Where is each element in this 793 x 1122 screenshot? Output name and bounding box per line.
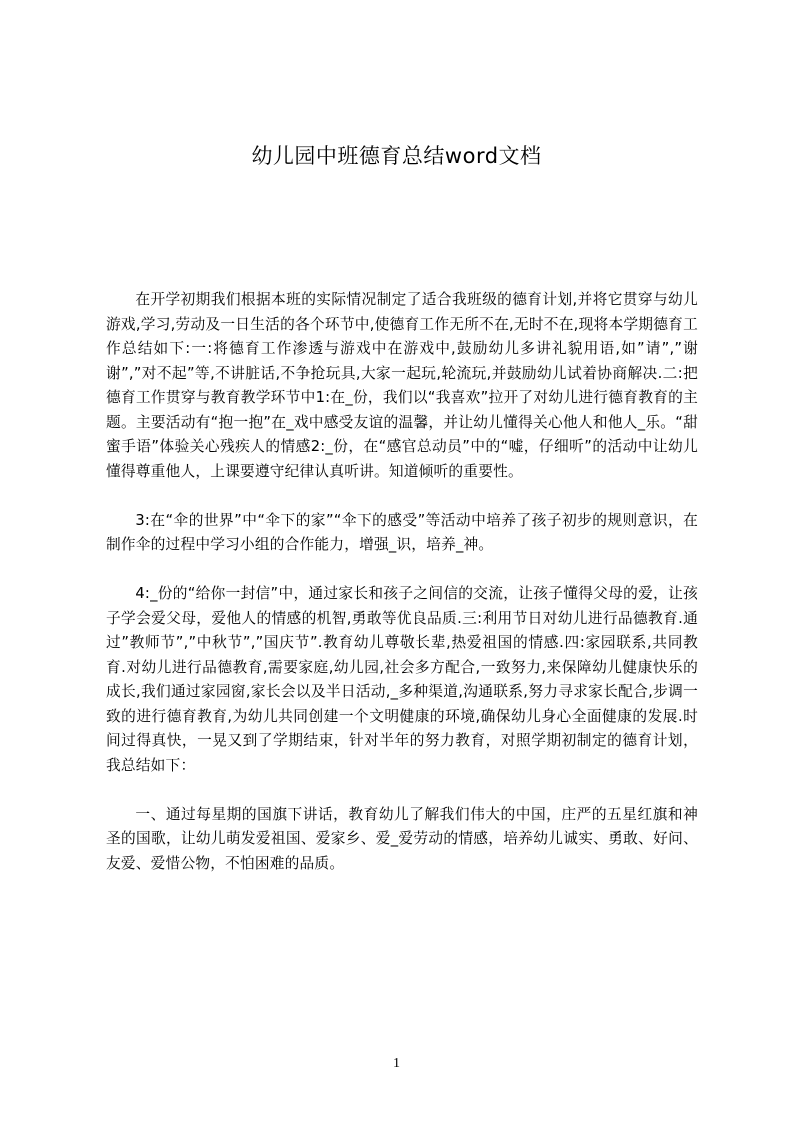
paragraph-flag: 一、通过每星期的国旗下讲话，教育幼儿了解我们伟大的中国，庄严的五星红旗和神圣的国歌，让幼儿萌发爱祖国、爱家乡、爱_爱劳动的情感，培养幼儿诚实、勇敢、好问、友爱、爱惜公物，不怕困难的品质。 — [106, 805, 698, 872]
page-title: 幼儿园中班德育总结word文档 — [251, 144, 542, 168]
paragraph-umbrella: 3:在“伞的世界”中“伞下的家”“伞下的感受”等活动中培养了孩子初步的规则意识，在制作伞的过程中学习小组的合作能力，增强_识，培养_神。 — [106, 511, 698, 553]
paragraph-letter: 4:_份的“给你一封信”中，通过家长和孩子之间信的交流，让孩子懂得父母的爱，让孩子学会爱父母，爱他人的情感的机智,勇敢等优良品质.三:利用节日对幼儿进行品德教育.通过”教师节”,”中秋节”,”国庆节”.教育幼儿尊敬长辈,热爱祖国的情感.四:家园联系,共同教育.对幼儿进行品德教育,需要家庭,幼儿园,社会多方配合,一致努力,来保障幼儿健康快乐的成长,我们通过家园窗,家长会以及半日活动,_多种渠道,沟通联系,努力寻求家长配合,步调一致的进行德育教育,为幼儿共同创建一个文明健康的环境,确保幼儿身心全面健康的发展.时间过得真快，一晃又到了学期结束，针对半年的努力教育，对照学期初制定的德育计划，我总结如下： — [106, 585, 698, 774]
document-body — [106, 288, 698, 901]
page-number: 1 — [393, 1056, 400, 1071]
paragraph-intro: 在开学初期我们根据本班的实际情况制定了适合我班级的德育计划,并将它贯穿与幼儿游戏,学习,劳动及一日生活的各个环节中,使德育工作无所不在,无时不在,现将本学期德育工作总结如下:一:将德育工作渗透与游戏中在游戏中,鼓励幼儿多讲礼貌用语,如”请”,”谢谢”,”对不起”等,不讲脏话,不争抢玩具,大家一起玩,轮流玩,并鼓励幼儿试着协商解决.二:把德育工作贯穿与教育教学环节中1:在_份，我们以“我喜欢”拉开了对幼儿进行德育教育的主题。主要活动有“抱一抱”在_戏中感受友谊的温馨，并让幼儿懂得关心他人和他人_乐。“甜蜜手语”体验关心残疾人的情感2:_份，在“感官总动员”中的“嘘，仔细听”的活动中让幼儿懂得尊重他人，上课要遵守纪律认真听讲。知道倾听的重要性。 — [106, 291, 698, 480]
